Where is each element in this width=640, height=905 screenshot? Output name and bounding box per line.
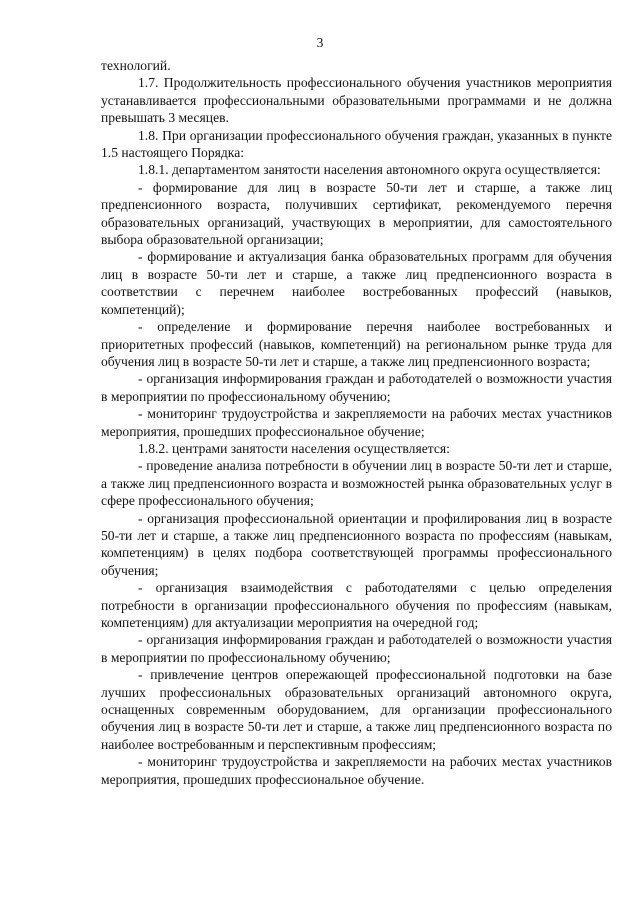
paragraph-1-7: 1.7. Продолжительность профессионального обучения участников мероприятия устанавливается профессиональными образовательными программами и не должна превышать 3 месяцев. xyxy=(101,75,612,126)
page-number: 3 xyxy=(316,35,324,50)
paragraph-1-8: 1.8. При организации профессионального обучения граждан, указанных в пункте 1.5 настоящего Порядка: xyxy=(101,127,612,161)
paragraph-continuation: технологий. xyxy=(101,58,171,73)
list-item: - формирование для лиц в возрасте 50-ти лет и старше, а также лиц предпенсионного возраста, получивших сертификат, рекомендуемого перечня образовательных организаций, участвующих в мероприятии, для самостоятельного выбора образовательной организации; xyxy=(101,179,612,248)
list-item: - организация информирования граждан и работодателей о возможности участия в мероприятии по профессиональному обучению; xyxy=(101,632,612,665)
list-item: - проведение анализа потребности в обучении лиц в возрасте 50-ти лет и старше, а также лиц предпенсионного возраста и возможностей рынка образовательных услуг в сфере профессионального обучения; xyxy=(101,458,612,509)
list-item: - мониторинг трудоустройства и закрепляемости на рабочих местах участников мероприятия, прошедших профессиональное обучение; xyxy=(101,406,612,439)
paragraph-1-8-2: 1.8.2. центрами занятости населения осуществляется: xyxy=(138,440,450,456)
paragraph-1-8-1: 1.8.1. департаментом занятости населения автономного округа осуществляется: xyxy=(138,162,601,178)
list-item: - мониторинг трудоустройства и закрепляемости на рабочих местах участников мероприятия, прошедших профессиональное обучение. xyxy=(101,754,612,787)
document-text xyxy=(101,57,612,788)
list-item: - организация взаимодействия с работодателями с целью определения потребности в организации профессионального обучения по профессиям (навыкам, компетенциям) для актуализации мероприятия на очередной год; xyxy=(101,580,612,630)
list-item: - определение и формирование перечня наиболее востребованных и приоритетных профессий (навыков, компетенций) на региональном рынке труда для обучения лиц в возрасте 50-ти лет и старше, а также лиц предпенсионного возраста; xyxy=(101,319,612,369)
list-item: - привлечение центров опережающей профессиональной подготовки на базе лучших профессиональных образовательных организаций автономного округа, оснащенных современным оборудованием, для организации профессионального обучения лиц в возрасте 50-ти лет и старше, а также лиц предпенсионного возраста по наиболее востребованным и перспективным профессиям; xyxy=(101,667,612,752)
list-item: - формирование и актуализация банка образовательных программ для обучения лиц в возрасте 50-ти лет и старше, а также лиц предпенсионного возраста в соответствии с перечнем наиболее востребованных профессий (навыков, компетенций); xyxy=(101,249,612,317)
list-item: - организация профессиональной ориентации и профилирования лиц в возрасте 50-ти лет и старше, а также лиц предпенсионного возраста по профессиям (навыкам, компетенциям) в целях подбора соответствующей программы профессионального обучения; xyxy=(101,510,612,578)
list-item: - организация информирования граждан и работодателей о возможности участия в мероприятии по профессиональному обучению; xyxy=(101,371,612,404)
